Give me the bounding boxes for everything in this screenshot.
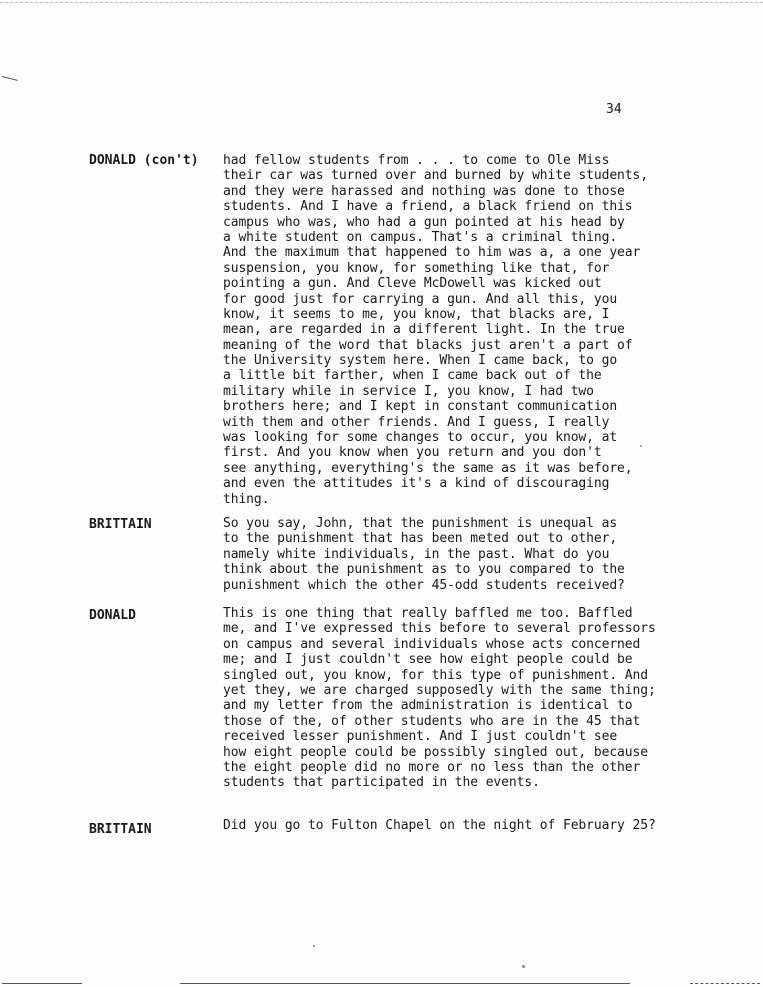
speech-line: received lesser punishment. And I just couldn't see: [223, 729, 618, 745]
speaker-label: BRITTAIN: [89, 517, 152, 532]
speech-line: brothers here; and I kept in constant communication: [223, 399, 618, 415]
top-dashed-edge: [0, 2, 763, 3]
speech-line: was looking for some changes to occur, you know, at: [223, 430, 618, 446]
speaker-label: BRITTAIN: [89, 822, 152, 837]
speech-line: punishment which the other 45-odd students received?: [223, 577, 625, 593]
speech-line: to the punishment that has been meted out to other,: [223, 531, 618, 547]
speech-line: namely white individuals, in the past. What do you: [223, 546, 610, 562]
speech-block: [223, 516, 625, 593]
speech-line: with them and other friends. And I guess, I really: [223, 414, 610, 430]
speech-block: [223, 153, 648, 507]
speech-line: the eight people did no more or no less than the other: [223, 759, 641, 775]
speech-line: yet they, we are charged supposedly with the same thing;: [223, 682, 656, 698]
speech-line: first. And you know when you return and you don't: [223, 445, 602, 461]
speech-line: on campus and several individuals whose acts concerned: [223, 636, 641, 652]
speech-line: their car was turned over and burned by white students,: [223, 168, 648, 184]
speech-line: Did you go to Fulton Chapel on the night of February 25?: [223, 818, 656, 833]
speech-line: for good just for carrying a gun. And all this, you: [223, 291, 618, 307]
speech-line: suspension, you know, for something like that, for: [223, 260, 610, 276]
bottom-scan-line: [180, 983, 630, 984]
speech-line: military while in service I, you know, I had two: [223, 383, 594, 399]
speech-line: and they were harassed and nothing was done to those: [223, 183, 625, 199]
speech-line: singled out, you know, for this type of punishment. And: [223, 667, 648, 683]
speech-line: This is one thing that really baffled me too. Baffled: [223, 606, 633, 621]
speech-line: me; and I just couldn't see how eight people could be: [223, 652, 633, 668]
corner-pen-mark: [2, 76, 18, 81]
page-number: 34: [606, 102, 622, 117]
speech-line: know, it seems to me, you know, that blacks are, I: [223, 306, 610, 322]
speech-line: mean, are regarded in a different light. In the true: [223, 322, 625, 338]
speech-line: thing.: [223, 491, 270, 507]
speech-line: pointing a gun. And Cleve McDowell was kicked out: [223, 276, 602, 292]
speech-line: the University system here. When I came back, to go: [223, 353, 618, 369]
speech-line: campus who was, who had a gun pointed at his head by: [223, 214, 625, 230]
speech-line: a white student on campus. That's a criminal thing.: [223, 229, 618, 245]
speaker-label: DONALD: [89, 608, 136, 623]
speech-line: had fellow students from . . . to come to Ole Miss: [223, 153, 610, 168]
speech-line: see anything, everything's the same as it was before,: [223, 460, 633, 476]
scan-speck: [640, 445, 642, 447]
speech-line: students that participated in the events.: [223, 775, 540, 791]
speech-line: students. And I have a friend, a black friend on this: [223, 199, 633, 215]
speech-line: those of the, of other students who are in the 45 that: [223, 713, 641, 729]
speech-line: a little bit farther, when I came back out of the: [223, 368, 602, 384]
speaker-label: DONALD (con't): [89, 153, 199, 168]
speech-line: and my letter from the administration is identical to: [223, 698, 633, 714]
speech-line: me, and I've expressed this before to several professors: [223, 621, 656, 637]
speech-line: And the maximum that happened to him was a, a one year: [223, 245, 641, 261]
bottom-scan-line: [2, 983, 82, 984]
speech-line: So you say, John, that the punishment is unequal as: [223, 516, 618, 531]
scan-speck: [313, 945, 315, 947]
speech-line: think about the punishment as to you compared to the: [223, 562, 625, 578]
bottom-scan-line: [690, 983, 760, 984]
speech-line: and even the attitudes it's a kind of discouraging: [223, 476, 610, 492]
speech-line: how eight people could be possibly singled out, because: [223, 744, 648, 760]
scan-speck: [522, 965, 525, 968]
speech-block: [223, 606, 656, 791]
speech-line: meaning of the word that blacks just aren't a part of: [223, 337, 633, 353]
speech-block: [223, 818, 656, 833]
